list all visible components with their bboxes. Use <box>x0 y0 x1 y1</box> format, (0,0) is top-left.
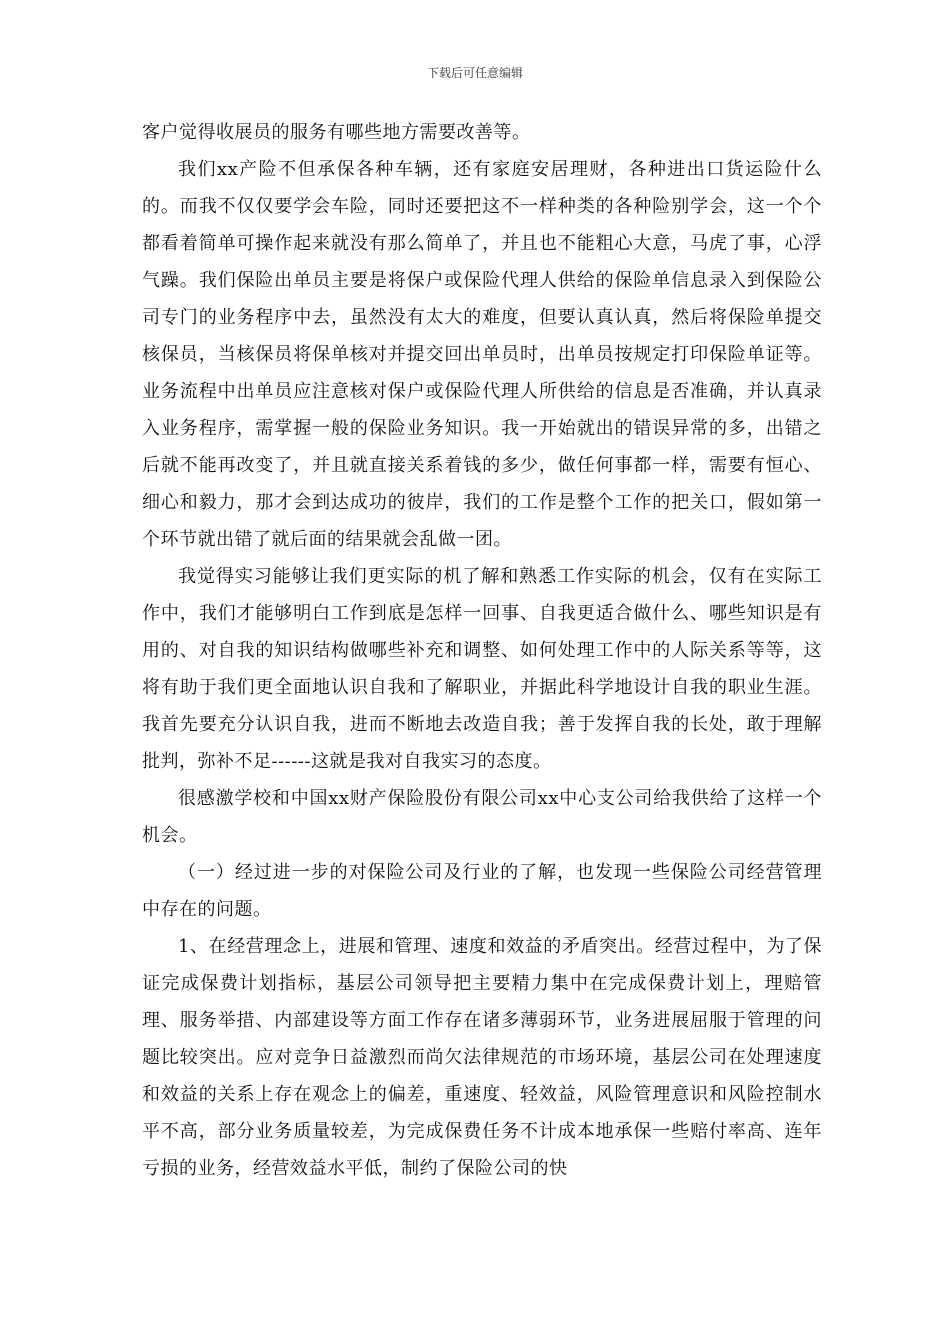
paragraph-section-heading: （一）经过进一步的对保险公司及行业的了解，也发现一些保险公司经营管理中存在的问题。 <box>142 862 822 920</box>
paragraph-underwriting: 我们xx产险不但承保各种车辆，还有家庭安居理财，各种进出口货运险什么的。而我不仅仅要学会车险，同时还要把这不一样种类的各种险别学会，这一个个都看着简单可操作起来就没有那么简单了，并且也不能粗心大意，马虎了事，心浮气躁。我们保险出单员主要是将保户或保险代理人供给的保险单信息录入到保险公司专门的业务程序中去，虽然没有太大的难度，但要认真认真，然后将保险单提交核保员，当核保员将保单核对并提交回出单员时，出单员按规定打印保险单证等。业务流程中出单员应注意核对保户或保险代理人所供给的信息是否准确，并认真录入业务程序，需掌握一般的保险业务知识。我一开始就出的错误异常的多，出错之后就不能再改变了，并且就直接关系着钱的多少，做任何事都一样，需要有恒心、细心和毅力，那才会到达成功的彼岸，我们的工作是整个工作的把关口，假如第一个环节就出错了就后面的结果就会乱做一团。 <box>142 159 822 550</box>
page-header: 下载后可任意编辑 <box>426 66 523 80</box>
paragraph-issue-1: 1、在经营理念上，进展和管理、速度和效益的矛盾突出。经营过程中，为了保证完成保费计划指标，基层公司领导把主要精力集中在完成保费计划上，理赔管理、服务举措、内部建设等方面工作存在诸多薄弱环节，业务进展屈服于管理的问题比较突出。应对竞争日益激烈而尚欠法律规范的市场环境，基层公司在处理速度和效益的关系上存在观念上的偏差，重速度、轻效益，风险管理意识和风险控制水平不高，部分业务质量较差，为完成保费任务不计成本地承保一些赔付率高、连年亏损的业务，经营效益水平低，制约了保险公司的快 <box>142 936 822 1179</box>
document-body <box>142 114 822 1187</box>
paragraph-internship-reflection: 我觉得实习能够让我们更实际的机了解和熟悉工作实际的机会，仅有在实际工作中，我们才能够明白工作到底是怎样一回事、自我更适合做什么、哪些知识是有用的、对自我的知识结构做哪些补充和调整、如何处理工作中的人际关系等等，这将有助于我们更全面地认识自我和了解职业，并据此科学地设计自我的职业生涯。我首先要充分认识自我，进而不断地去改造自我；善于发挥自我的长处，敢于理解批判，弥补不足------这就是我对自我实习的态度。 <box>142 566 822 772</box>
paragraph-thanks: 很感激学校和中国xx财产保险股份有限公司xx中心支公司给我供给了这样一个机会。 <box>142 788 822 846</box>
paragraph-continuation: 客户觉得收展员的服务有哪些地方需要改善等。 <box>142 122 531 143</box>
